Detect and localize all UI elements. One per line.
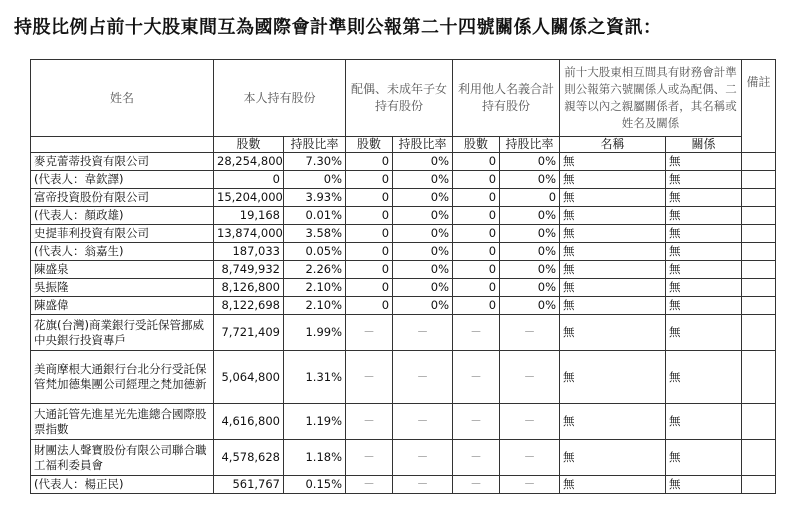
table-row <box>31 189 776 207</box>
row-related-name: 無 <box>560 404 666 440</box>
row-name: 大通託管先進星光先進總合國際股票指數 <box>31 404 214 440</box>
row-related-name: 無 <box>560 476 666 494</box>
row-related-name: 無 <box>560 351 666 404</box>
row-related-relation: 無 <box>666 297 742 315</box>
row-related-relation: 無 <box>666 171 742 189</box>
header-remark: 備註 <box>742 60 776 153</box>
row-spouse-shares: － <box>346 315 393 351</box>
row-related-relation: 無 <box>666 225 742 243</box>
row-related-relation: 無 <box>666 189 742 207</box>
row-name: 財團法人聲寶股份有限公司聯合職工福利委員會 <box>31 440 214 476</box>
row-shares: 28,254,800 <box>214 153 284 171</box>
row-ratio: 1.19% <box>284 404 346 440</box>
row-spouse-shares: 0 <box>346 261 393 279</box>
row-name: 史提菲利投資有限公司 <box>31 225 214 243</box>
row-related-relation: 無 <box>666 261 742 279</box>
table-row <box>31 297 776 315</box>
table-row <box>31 171 776 189</box>
row-spouse-ratio: 0% <box>393 243 453 261</box>
row-nominee-shares: 0 <box>453 279 500 297</box>
row-spouse-shares: 0 <box>346 153 393 171</box>
table-row <box>31 261 776 279</box>
row-related-name: 無 <box>560 243 666 261</box>
table-row <box>31 153 776 171</box>
row-spouse-ratio: － <box>393 315 453 351</box>
row-shares: 561,767 <box>214 476 284 494</box>
row-nominee-ratio: 0% <box>500 261 560 279</box>
row-spouse-ratio: － <box>393 476 453 494</box>
header-related-name: 名稱 <box>560 137 666 153</box>
row-nominee-ratio: 0% <box>500 153 560 171</box>
row-name: (代表人：楊正民) <box>31 476 214 494</box>
row-nominee-ratio: 0% <box>500 207 560 225</box>
row-ratio: 1.31% <box>284 351 346 404</box>
row-nominee-shares: 0 <box>453 261 500 279</box>
table-row <box>31 440 776 476</box>
table-row <box>31 476 776 494</box>
row-spouse-shares: 0 <box>346 171 393 189</box>
row-related-relation: 無 <box>666 243 742 261</box>
row-name: 麥克蕾蒂投資有限公司 <box>31 153 214 171</box>
header-nominee-ratio: 持股比率 <box>500 137 560 153</box>
row-ratio: 0% <box>284 171 346 189</box>
row-related-relation: 無 <box>666 404 742 440</box>
table-row <box>31 243 776 261</box>
row-name: 美商摩根大通銀行台北分行受託保管梵加德集團公司經理之梵加德新 <box>31 351 214 404</box>
row-spouse-shares: 0 <box>346 225 393 243</box>
row-related-name: 無 <box>560 207 666 225</box>
row-ratio: 0.15% <box>284 476 346 494</box>
header-shares: 股數 <box>214 137 284 153</box>
row-spouse-ratio: － <box>393 351 453 404</box>
table-row <box>31 207 776 225</box>
row-shares: 8,126,800 <box>214 279 284 297</box>
row-ratio: 2.10% <box>284 279 346 297</box>
row-nominee-shares: － <box>453 351 500 404</box>
row-spouse-ratio: 0% <box>393 189 453 207</box>
row-remark <box>742 315 776 351</box>
row-shares: 5,064,800 <box>214 351 284 404</box>
row-shares: 187,033 <box>214 243 284 261</box>
table-row <box>31 315 776 351</box>
row-related-name: 無 <box>560 315 666 351</box>
row-related-name: 無 <box>560 440 666 476</box>
row-remark <box>742 297 776 315</box>
row-nominee-ratio: 0% <box>500 297 560 315</box>
row-nominee-shares: － <box>453 315 500 351</box>
row-shares: 19,168 <box>214 207 284 225</box>
row-spouse-shares: 0 <box>346 207 393 225</box>
row-shares: 7,721,409 <box>214 315 284 351</box>
row-remark <box>742 207 776 225</box>
row-name: 陳盛偉 <box>31 297 214 315</box>
row-remark <box>742 476 776 494</box>
row-name: (代表人：翁嘉生) <box>31 243 214 261</box>
row-nominee-shares: － <box>453 440 500 476</box>
row-spouse-shares: － <box>346 351 393 404</box>
row-nominee-ratio: － <box>500 351 560 404</box>
row-shares: 13,874,000 <box>214 225 284 243</box>
row-name: 陳盛泉 <box>31 261 214 279</box>
header-self-holding: 本人持有股份 <box>214 60 346 137</box>
row-ratio: 0.05% <box>284 243 346 261</box>
row-remark <box>742 225 776 243</box>
row-nominee-ratio: － <box>500 476 560 494</box>
row-spouse-ratio: 0% <box>393 297 453 315</box>
row-ratio: 1.18% <box>284 440 346 476</box>
header-spouse-holding: 配偶、未成年子女持有股份 <box>346 60 453 137</box>
row-related-relation: 無 <box>666 476 742 494</box>
row-nominee-ratio: 0% <box>500 279 560 297</box>
row-ratio: 2.10% <box>284 297 346 315</box>
row-remark <box>742 171 776 189</box>
row-remark <box>742 243 776 261</box>
row-name: (代表人：顏政雄) <box>31 207 214 225</box>
row-name: 吳振隆 <box>31 279 214 297</box>
row-name: 富帝投資股份有限公司 <box>31 189 214 207</box>
row-spouse-ratio: － <box>393 440 453 476</box>
header-name: 姓名 <box>31 60 214 137</box>
row-spouse-shares: 0 <box>346 297 393 315</box>
header-spouse-ratio: 持股比率 <box>393 137 453 153</box>
row-remark <box>742 351 776 404</box>
row-shares: 8,749,932 <box>214 261 284 279</box>
row-remark <box>742 189 776 207</box>
row-related-relation: 無 <box>666 440 742 476</box>
row-related-name: 無 <box>560 189 666 207</box>
row-nominee-ratio: － <box>500 440 560 476</box>
row-nominee-shares: 0 <box>453 297 500 315</box>
row-nominee-shares: 0 <box>453 153 500 171</box>
header-spouse-shares: 股數 <box>346 137 393 153</box>
row-spouse-shares: － <box>346 404 393 440</box>
shareholder-table <box>30 59 776 494</box>
header-related-relation: 關係 <box>666 137 742 153</box>
header-related-party: 前十大股東相互間具有財務會計準則公報第六號關係人或為配偶、二親等以內之親屬關係者，其名稱或姓名及關係 <box>560 60 742 137</box>
row-spouse-ratio: － <box>393 404 453 440</box>
row-spouse-ratio: 0% <box>393 153 453 171</box>
row-related-name: 無 <box>560 225 666 243</box>
row-ratio: 3.93% <box>284 189 346 207</box>
row-shares: 4,616,800 <box>214 404 284 440</box>
row-related-name: 無 <box>560 171 666 189</box>
row-related-relation: 無 <box>666 153 742 171</box>
row-nominee-ratio: 0% <box>500 225 560 243</box>
table-row <box>31 404 776 440</box>
row-nominee-shares: 0 <box>453 189 500 207</box>
row-ratio: 3.58% <box>284 225 346 243</box>
table-row <box>31 225 776 243</box>
row-nominee-ratio: － <box>500 404 560 440</box>
row-shares: 15,204,000 <box>214 189 284 207</box>
document-title: 持股比例占前十大股東間互為國際會計準則公報第二十四號關係人關係之資訊： <box>14 17 662 38</box>
row-shares: 8,122,698 <box>214 297 284 315</box>
row-ratio: 2.26% <box>284 261 346 279</box>
row-nominee-shares: 0 <box>453 207 500 225</box>
row-spouse-shares: 0 <box>346 279 393 297</box>
row-spouse-shares: － <box>346 440 393 476</box>
row-remark <box>742 153 776 171</box>
row-nominee-shares: － <box>453 404 500 440</box>
header-nominee-shares: 股數 <box>453 137 500 153</box>
row-spouse-shares: 0 <box>346 243 393 261</box>
row-related-name: 無 <box>560 153 666 171</box>
row-related-relation: 無 <box>666 207 742 225</box>
row-nominee-ratio: 0% <box>500 171 560 189</box>
row-nominee-shares: － <box>453 476 500 494</box>
row-remark <box>742 440 776 476</box>
row-related-name: 無 <box>560 279 666 297</box>
row-shares: 0 <box>214 171 284 189</box>
row-spouse-ratio: 0% <box>393 225 453 243</box>
row-nominee-shares: 0 <box>453 243 500 261</box>
row-related-relation: 無 <box>666 351 742 404</box>
row-nominee-ratio: 0% <box>500 243 560 261</box>
row-related-relation: 無 <box>666 315 742 351</box>
header-ratio: 持股比率 <box>284 137 346 153</box>
row-related-relation: 無 <box>666 279 742 297</box>
row-spouse-ratio: 0% <box>393 261 453 279</box>
row-ratio: 0.01% <box>284 207 346 225</box>
header-nominee-holding: 利用他人名義合計持有股份 <box>453 60 560 137</box>
header-name-sub <box>31 137 214 153</box>
row-spouse-shares: 0 <box>346 189 393 207</box>
row-ratio: 1.99% <box>284 315 346 351</box>
row-remark <box>742 404 776 440</box>
row-spouse-shares: － <box>346 476 393 494</box>
row-name: (代表人：韋欽譯) <box>31 171 214 189</box>
row-nominee-shares: 0 <box>453 171 500 189</box>
table-row <box>31 351 776 404</box>
row-remark <box>742 261 776 279</box>
row-nominee-ratio: 0 <box>500 189 560 207</box>
row-shares: 4,578,628 <box>214 440 284 476</box>
row-related-name: 無 <box>560 297 666 315</box>
row-ratio: 7.30% <box>284 153 346 171</box>
row-nominee-ratio: － <box>500 315 560 351</box>
row-name: 花旗(台灣)商業銀行受託保管挪威中央銀行投資專戶 <box>31 315 214 351</box>
row-spouse-ratio: 0% <box>393 279 453 297</box>
row-remark <box>742 279 776 297</box>
row-spouse-ratio: 0% <box>393 207 453 225</box>
table-row <box>31 279 776 297</box>
row-spouse-ratio: 0% <box>393 171 453 189</box>
row-related-name: 無 <box>560 261 666 279</box>
row-nominee-shares: 0 <box>453 225 500 243</box>
